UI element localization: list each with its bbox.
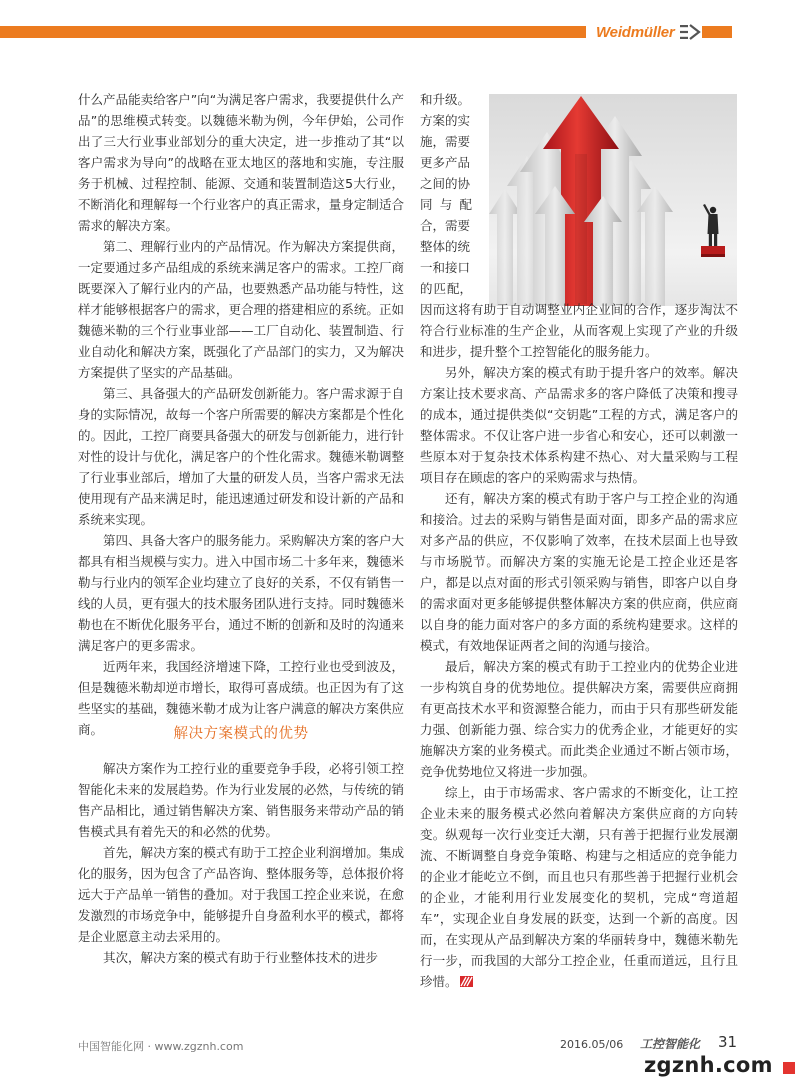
page-number: 31 <box>718 1033 738 1051</box>
paragraph: 其次，解决方案的模式有助于行业整体技术的进步 <box>103 950 379 965</box>
footer-magazine-name: 工控智能化 <box>640 1037 701 1051</box>
narrow-wrap-column <box>420 89 480 299</box>
char: 配 <box>459 197 472 212</box>
paragraph: 另外，解决方案的模式有助于提升客户的效率。解决方案让技术要求高、产品需求多的客户降低了决策和搜寻的成本，通过提供类似“交钥匙”工程的方式，满足客户的整体需求。不仅让客户进一步省心和安心，还可以刺激一些原本对于复杂技术体系构建不热心、对大量采购与工程项目存在顾虑的客户的采购需求与热情。 <box>420 365 738 485</box>
char: 匹 <box>433 281 446 296</box>
text-line <box>420 278 472 299</box>
arrows-and-businessman-photo <box>489 94 737 306</box>
weidmuller-logo-icon <box>679 23 701 41</box>
text-line: 整体的统 <box>420 239 471 254</box>
text-line: 更多产品 <box>420 155 471 170</box>
paragraph: 解决方案作为工控行业的重要竞争手段，必将引领工控智能化未来的发展趋势。作为行业发展的必然，与传统的销售产品相比，通过销售解决方案、销售服务来带动产品的销售模式具有着先天的和必然的优势。 <box>78 761 404 839</box>
paragraph: 最后，解决方案的模式有助于工控业内的优势企业进一步构筑自身的优势地位。提供解决方案，需要供应商拥有更高技术水平和资源整合能力，而由于只有那些研发能力强、创新能力强、综合实力的优秀企业，才能更好的实施解决方案的业务模式。而此类企业通过不断占领市场，竞争优势地位又将进一步加强。 <box>420 659 738 779</box>
paragraph: 首先，解决方案的模式有助于工控企业利润增加。集成化的服务，因为包含了产品咨询、整体服务等，总体报价将远大于产品单一销售的叠加。对于我国工控企业来说，在愈发激烈的市场竞争中，能够提升自身盈利水平的模式，都将是企业愿意主动去采用的。 <box>78 845 404 944</box>
footer-site: 中国智能化网 · www.zgznh.com <box>78 1040 244 1053</box>
paragraph: 近两年来，我国经济增速下降，工控行业也受到波及，但是魏德米勒却逆市增长，取得可喜成绩。也正因为有了这些坚实的基础，魏德米勒才成为让客户满意的解决方案供应商。 <box>78 659 404 737</box>
section-heading: 解决方案模式的优势 <box>173 726 309 742</box>
watermark-mark <box>783 1062 795 1074</box>
paragraph: 还有，解决方案的模式有助于客户与工控企业的沟通和接洽。过去的采购与销售是面对面，即多产品的需求应对多产品的供应，不仅影响了效率，在技术层面上也导致与市场脱节。而解决方案的实施无论是工控企业还是客户，都是以点对面的形式引领采购与销售，即客户以自身的需求面对更多能够提供整体解决方案的供应商，供应商以自身的能力面对客户的多方面的系统构建要求。这样的模式，有效地保证两者之间的沟通与接洽。 <box>420 491 738 653</box>
paragraph <box>420 782 738 992</box>
text-line: 施，需要 <box>420 134 471 149</box>
right-column <box>420 299 738 992</box>
text-line: 和升级。 <box>420 92 471 107</box>
paragraph: 第二、理解行业内的产品情况。作为解决方案提供商，一定要通过多产品组成的系统来满足客户的需求。工控厂商既要深入了解行业内的产品，也要熟悉产品功能与特性，这样才能够根据客户的需求，更合理的搭建相应的系统。正如魏德米勒的三个行业事业部——工厂自动化、装置制造、行业自动化和解决方案，既强化了产品部门的实力，又为解决方案提供了坚实的产品基础。 <box>78 239 404 380</box>
header-accent-square <box>702 26 732 38</box>
paragraph-text: 综上，由于市场需求、客户需求的不断变化，让工控企业未来的服务模式必然向着解决方案供应商的方向转变。纵观每一次行业变迁大潮，只有善于把握行业发展潮流、不断调整自身竞争策略、构建与之相适应的竞争能力的企业才能屹立不倒，而且也只有那些善于把握行业机会的企业，才能利用行业发展变化的契机，完成“弯道超车”，实现企业自身发展的跃变，达到一个新的高度。因而，在实现从产品到解决方案的华丽转身中，魏德米勒先行一步，而我国的大部分工控企业，任重而道远，且行且珍惜。 <box>420 785 738 989</box>
char: 同 <box>420 197 433 212</box>
paragraph: 因而这将有助于自动调整业内企业间的合作，逐步淘汰不符合行业标准的生产企业，从而客观上实现了产业的升级和进步，提升整个工控智能化的服务能力。 <box>420 302 738 359</box>
text-line <box>420 194 472 215</box>
article-end-mark-icon <box>460 976 473 987</box>
text-line: 方案的实 <box>420 113 471 128</box>
char: 与 <box>439 197 453 212</box>
brand-name: Weidmüller <box>596 23 675 41</box>
text-line: 一和接口 <box>420 260 471 275</box>
paragraph: 第四、具备大客户的服务能力。采购解决方案的客户大都具有相当规模与实力。进入中国市场二十多年来，魏德米勒与行业内的领军企业均建立了良好的关系，不仅有销售一线的人员，更有强大的技术服务团队进行支持。同时魏德米勒也在不断优化服务平台，通过不断的创新和及时的沟通来满足客户的更多需求。 <box>78 533 404 653</box>
paragraph: 第三、具备强大的产品研发创新能力。客户需求源于自身的实际情况，故每一个客户所需要的解决方案都是个性化的。因此，工控厂商要具备强大的研发与创新能力，进行针对性的设计与优化，满足客户的个性化需求。魏德米勒调整了行业事业部后，增加了大量的研发人员，当客户需求无法使用现有产品来满足时，能迅速通过研发和设计新的产品和系统来实现。 <box>78 386 404 527</box>
text-line: 之间的协 <box>420 176 471 191</box>
char: 的 <box>420 281 433 296</box>
watermark: zgznh.com <box>644 1053 773 1077</box>
header-accent-bar <box>0 26 586 38</box>
brand-logo-group <box>596 20 701 44</box>
paragraph: 什么产品能卖给客户”向“为满足客户需求，我要提供什么产品”的思维模式转变。以魏德米勒为例，今年伊始，公司作出了三大行业事业部划分的重大决定，进一步推动了其“以客户需求为导向”的战略在亚太地区的落地和实施，专注服务于机械、过程控制、能源、交通和装置制造这5大行业，不断消化和理解每一个行业客户的真正需求，量身定制适合需求的解决方案。 <box>78 92 404 233</box>
left-column-bottom <box>78 758 404 968</box>
text-line: 合，需要 <box>420 218 471 233</box>
char: 配， <box>446 281 472 296</box>
footer-date: 2016.05/06 <box>560 1038 624 1051</box>
left-column-top <box>78 89 404 740</box>
